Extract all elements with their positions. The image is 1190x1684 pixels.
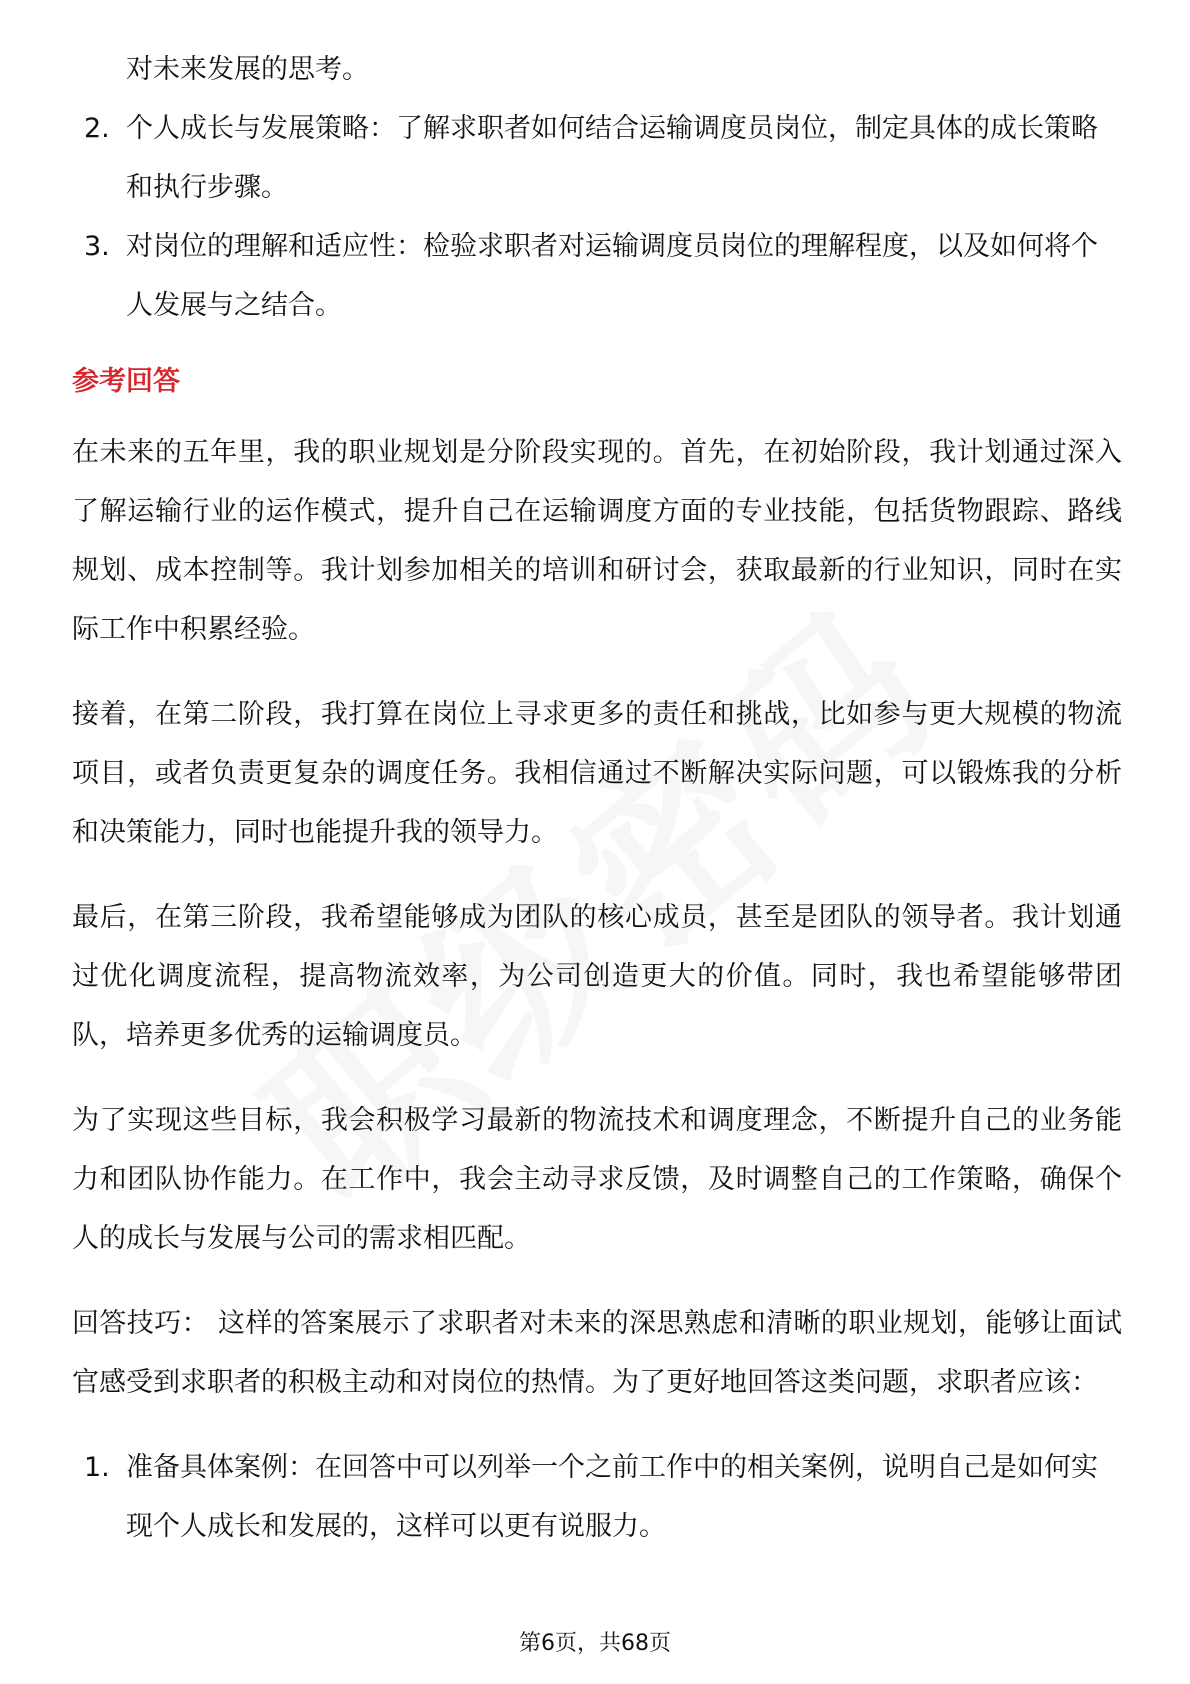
- answer-paragraph: 为了实现这些目标，我会积极学习最新的物流技术和调度理念，不断提升自己的业务能力和团队协作能力。在工作中，我会主动寻求反馈，及时调整自己的工作策略，确保个人的成长与发展与公司的需求相匹配。: [72, 1105, 1122, 1254]
- question-points-list: [72, 99, 1122, 335]
- list-item: [72, 217, 1122, 335]
- answer-paragraph: 在未来的五年里，我的职业规划是分阶段实现的。首先，在初始阶段，我计划通过深入了解运输行业的运作模式，提升自己在运输调度方面的专业技能，包括货物跟踪、路线规划、成本控制等。我计划参加相关的培训和研讨会，获取最新的行业知识，同时在实际工作中积累经验。: [72, 437, 1122, 645]
- section-heading: 参考回答: [72, 366, 180, 397]
- list-number: 1.: [84, 1452, 110, 1483]
- list-number: 3.: [84, 231, 110, 262]
- list-item-text: 个人成长与发展策略：了解求职者如何结合运输调度员岗位，制定具体的成长策略和执行步骤。: [126, 113, 1098, 203]
- list-item-text: 对岗位的理解和适应性：检验求职者对运输调度员岗位的理解程度，以及如何将个人发展与之结合。: [126, 231, 1098, 321]
- answer-paragraph: 接着，在第二阶段，我打算在岗位上寻求更多的责任和挑战，比如参与更大规模的物流项目，或者负责更复杂的调度任务。我相信通过不断解决实际问题，可以锻炼我的分析和决策能力，同时也能提升我的领导力。: [72, 699, 1122, 848]
- continuation-text: 对未来发展的思考。: [126, 54, 369, 85]
- list-item: [72, 99, 1122, 217]
- list-item-text: 准备具体案例：在回答中可以列举一个之前工作中的相关案例，说明自己是如何实现个人成长和发展的，这样可以更有说服力。: [126, 1452, 1098, 1542]
- answer-paragraph: 最后，在第三阶段，我希望能够成为团队的核心成员，甚至是团队的领导者。我计划通过优化调度流程，提高物流效率，为公司创造更大的价值。同时，我也希望能够带团队，培养更多优秀的运输调度员。: [72, 902, 1122, 1051]
- list-item: [72, 1438, 1122, 1556]
- tips-list: [72, 1438, 1122, 1556]
- tips-intro-paragraph: 回答技巧： 这样的答案展示了求职者对未来的深思熟虑和清晰的职业规划，能够让面试官感受到求职者的积极主动和对岗位的热情。为了更好地回答这类问题，求职者应该：: [72, 1308, 1122, 1398]
- list-number: 2.: [84, 113, 110, 144]
- page-footer: 第6页，共68页: [519, 1631, 671, 1656]
- page-content: [72, 40, 1122, 1556]
